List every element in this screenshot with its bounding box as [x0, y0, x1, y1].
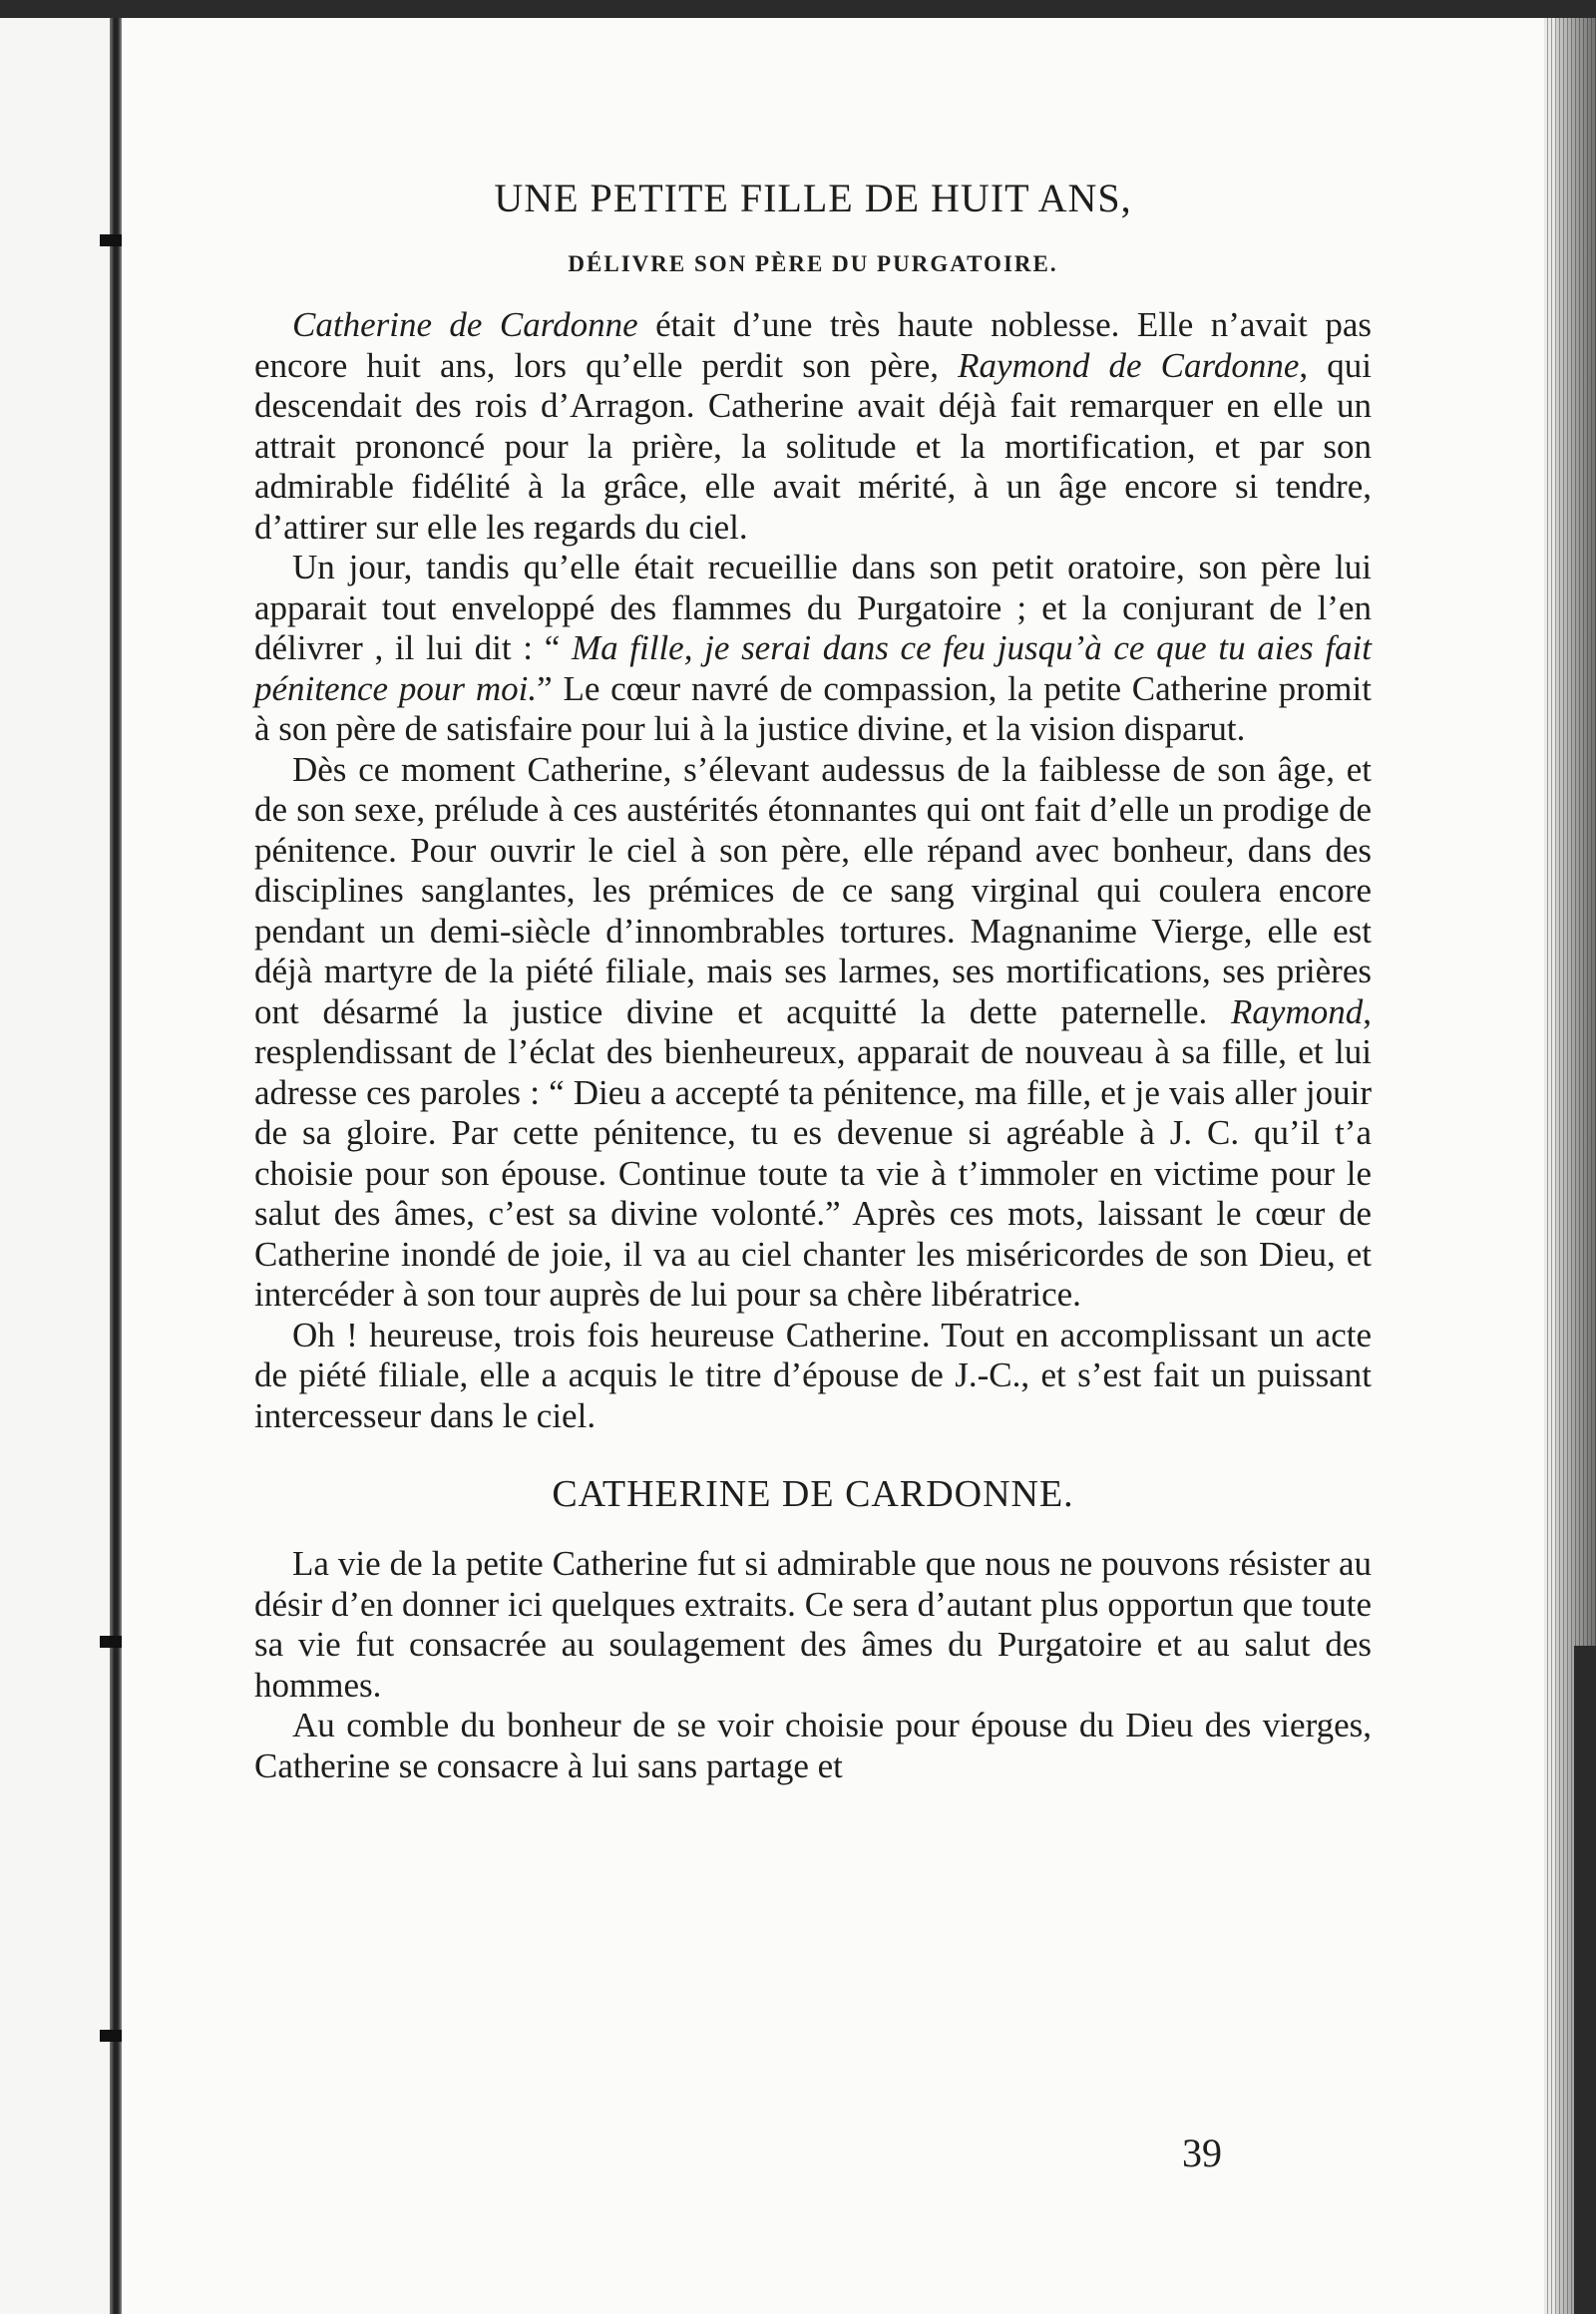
italic-name: Catherine de Cardonne: [292, 305, 638, 344]
italic-quote: Ma fille, je serai dans ce feu jusqu’à ce que tu aies fait pénitence pour moi.: [254, 628, 1372, 708]
paragraph-text: , qui descendait des rois d’Arragon. Catherine avait déjà fait remarquer en elle un attrait prononcé pour la prière, la solitude et la mortification, et par son admirable fidélité à la grâce, elle avait mérité, à un âge encore si tendre, d’attirer sur elle les regards du ciel.: [254, 345, 1372, 547]
paragraph-text: Un jour, tandis qu’elle était recueillie dans son petit oratoire, son père lui apparait tout enveloppé des flammes du Purgatoire ; et la conjurant de l’en délivrer , il lui dit : “: [254, 548, 1372, 667]
facing-page-edge: [0, 18, 118, 2314]
paragraph-text: était d’une très haute noblesse. Elle n’avait pas encore huit ans, lors qu’elle perdit son père,: [254, 305, 1372, 385]
book-gutter: [110, 18, 122, 2314]
italic-name: Raymond de Cardonne: [958, 345, 1300, 385]
section-title: CATHERINE DE CARDONNE.: [552, 1473, 1074, 1515]
body-paragraph: [254, 1316, 1372, 1437]
scan-bottom-right-border: [1574, 1646, 1596, 2314]
body-paragraph: [254, 305, 1372, 548]
page-content: [254, 175, 1372, 1786]
body-paragraph: [254, 750, 1372, 1316]
section-paragraph: La vie de la petite Catherine fut si admirable que nous ne pouvons résister au désir d’en donner ici quelques extraits. Ce sera d’autant plus opportun que toute sa vie fut consacrée au soulagement des âmes du Purgatoire et au salut des hommes.: [254, 1544, 1372, 1705]
page-title: UNE PETITE FILLE DE HUIT ANS,: [494, 176, 1132, 220]
page-subtitle: DÉLIVRE SON PÈRE DU PURGATOIRE.: [568, 251, 1058, 276]
page-number: 39: [1182, 2130, 1222, 2175]
paragraph-text: , resplendissant de l’éclat des bienheureux, apparait de nouveau à sa fille, et lui adresse ces paroles : “ Dieu a accepté ta pénitence, ma fille, et je vais aller jouir de sa gloire. Par cette pénitence, tu es devenue si agréable à J. C. qu’il t’a choisie pour son épouse. Continue toute ta vie à t’immoler en victime pour le salut des âmes, c’est sa divine volonté.” Après ces mots, laissant le cœur de Catherine inondé de joie, il va au ciel chanter les miséricordes de son Dieu, et intercéder à son tour auprès de lui pour sa chère libératrice.: [254, 991, 1372, 1314]
section-paragraph: Au comble du bonheur de se voir choisie pour épouse du Dieu des vierges, Catherine se consacre à lui sans partage et: [254, 1706, 1372, 1785]
paragraph-text: ” Le cœur navré de compassion, la petite Catherine promit à son père de satisfaire pour lui à la justice divine, et la vision disparut.: [254, 668, 1372, 748]
body-paragraph: [254, 548, 1372, 750]
italic-name: Raymond: [1231, 991, 1364, 1031]
paragraph-text: Oh ! heureuse, trois fois heureuse Catherine. Tout en accomplissant un acte de piété filiale, elle a acquis le titre d’épouse de J.-C., et s’est fait un puissant intercesseur dans le ciel.: [254, 1315, 1372, 1435]
paragraph-text: Dès ce moment Catherine, s’élevant audessus de la faiblesse de son âge, et de son sexe, prélude à ces austérités étonnantes qui ont fait d’elle un prodige de pénitence. Pour ouvrir le ciel à son père, elle répand avec bonheur, dans des disciplines sanglantes, les prémices de ce sang virginal qui coulera encore pendant un demi-siècle d’innombrables tortures. Magnanime Vierge, elle est déjà martyre de la piété filiale, mais ses larmes, ses mortifications, ses prières ont désarmé la justice divine et acquitté la dette paternelle.: [254, 749, 1372, 1031]
scan-top-border: [0, 0, 1596, 18]
